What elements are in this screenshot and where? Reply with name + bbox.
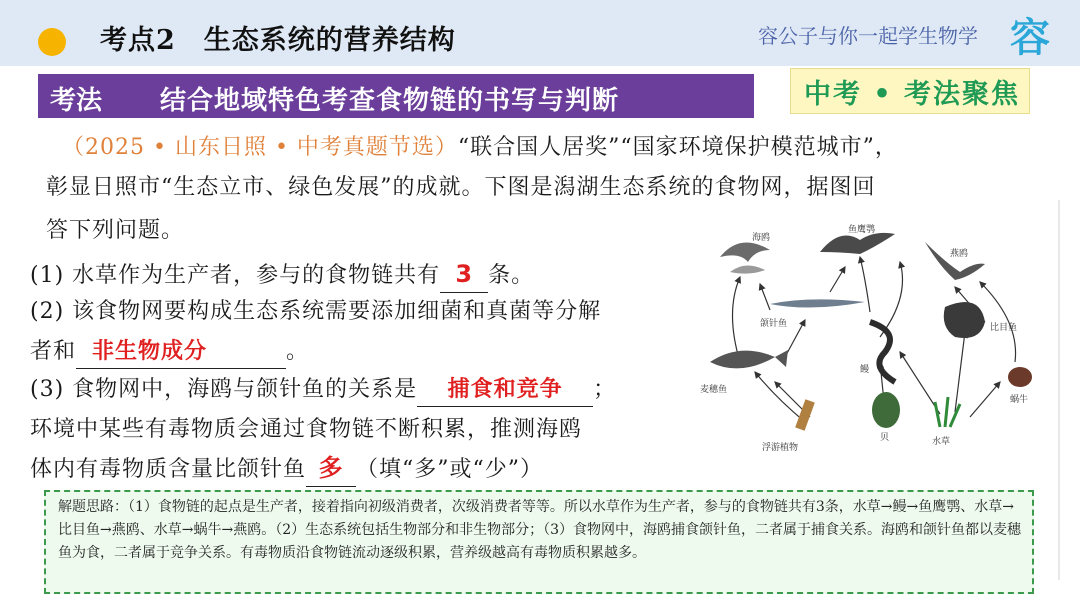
brand-text: 容公子与你一起学生物学 [758,24,978,48]
snail-icon [1008,367,1032,387]
q3-suffix-2: （填“多”或“少”） [356,457,544,482]
osprey-icon [820,233,895,254]
question-3-line-3 [30,452,543,487]
question-3-line-1 [30,374,616,407]
q1-answer: 3 [455,260,474,288]
brand-logo: 容 [1010,15,1050,61]
focus-label: 中考 • 考法聚焦 [804,79,1021,110]
needlefish-label: 颌针鱼 [760,319,788,329]
eel-icon [870,322,895,382]
seagull-label: 海鸥 [752,233,771,243]
bullet-dot-icon [38,28,66,56]
stem-part-1: “联合国人居奖”“国家环境保护模范城市”， [457,135,898,160]
q2-suffix: 。 [286,339,310,364]
question-1 [30,258,534,293]
plankton-label: 浮游植物 [762,443,799,453]
question-3-line-2: 环境中某些有毒物质会通过食物链不断积累，推测海鸥 [30,417,583,442]
question-source: （2025 • 山东日照 • 中考真题节选） [62,135,458,160]
q2-text: 者和 [30,339,77,364]
q3-suffix: ； [593,377,617,402]
method-tag: 考法 [50,86,103,116]
q3-blank-2 [306,452,356,487]
shellfish-label: 贝 [880,433,890,443]
topic-title: 考点2 生态系统的营养结构 [100,25,456,56]
mullet-label: 麦穗鱼 [700,385,728,395]
flatfish-label: 比目鱼 [990,323,1018,333]
food-web-arrows [733,257,1016,422]
q3-text-2: 体内有毒物质含量比颌针鱼 [30,457,307,482]
tern-label: 燕鸥 [950,249,969,259]
q1-blank [440,258,488,293]
seagull-icon [720,242,770,273]
plankton-icon [795,399,815,431]
q2-answer: 非生物成分 [92,339,208,364]
q3-text: (3) 食物网中，海鸥与颌针鱼的关系是 [30,377,418,402]
snail-label: 蜗牛 [1010,395,1029,405]
question-stem-line-1 [62,132,898,164]
needlefish-icon [770,299,865,307]
question-stem-line-2: 彰显日照市“生态立市、绿色发展”的成就。下图是潟湖生态系统的食物网，据图回 [46,175,876,200]
q3-answer-2: 多 [318,454,344,482]
question-2-line-2 [30,336,309,369]
flatfish-icon [944,302,985,338]
q3-answer: 捕食和竞争 [447,377,563,402]
question-2-line-1: (2) 该食物网要构成生态系统需要添加细菌和真菌等分解 [30,299,602,324]
tern-icon [925,242,985,280]
q1-text: (1) 水草作为生产者，参与的食物链共有 [30,263,441,288]
osprey-label: 鱼鹰鹗 [848,225,876,235]
waterweed-label: 水草 [932,437,951,447]
method-title: 结合地域特色考查食物链的书写与判断 [160,86,620,116]
shellfish-icon [872,392,900,428]
hint-text: 解题思路：（1）食物链的起点是生产者，接着指向初级消费者，次级消费者等等。所以水草作为生产者，参与的食物链共有3条，水草→鳗→鱼鹰鹗、水草→比目鱼→燕鸥、水草→蜗牛→燕鸥。（2）生态系统包括生物部分和非生物部分；（3）食物网中，海鸥捕食颌针鱼，二者属于捕食关系。海鸥和颌针鱼都以麦穗鱼为食，二者属于竞争关系。有毒物质沿食物链流动逐级积累，营养级越高有毒物质积累越多。 [58,499,1022,561]
mullet-icon [710,350,788,368]
eel-label: 鳗 [860,365,870,375]
q3-blank [417,374,593,407]
q2-blank [76,336,286,369]
question-stem-line-3: 答下列问题。 [46,218,185,243]
q1-suffix: 条。 [488,263,535,288]
food-web-diagram [700,222,1060,462]
